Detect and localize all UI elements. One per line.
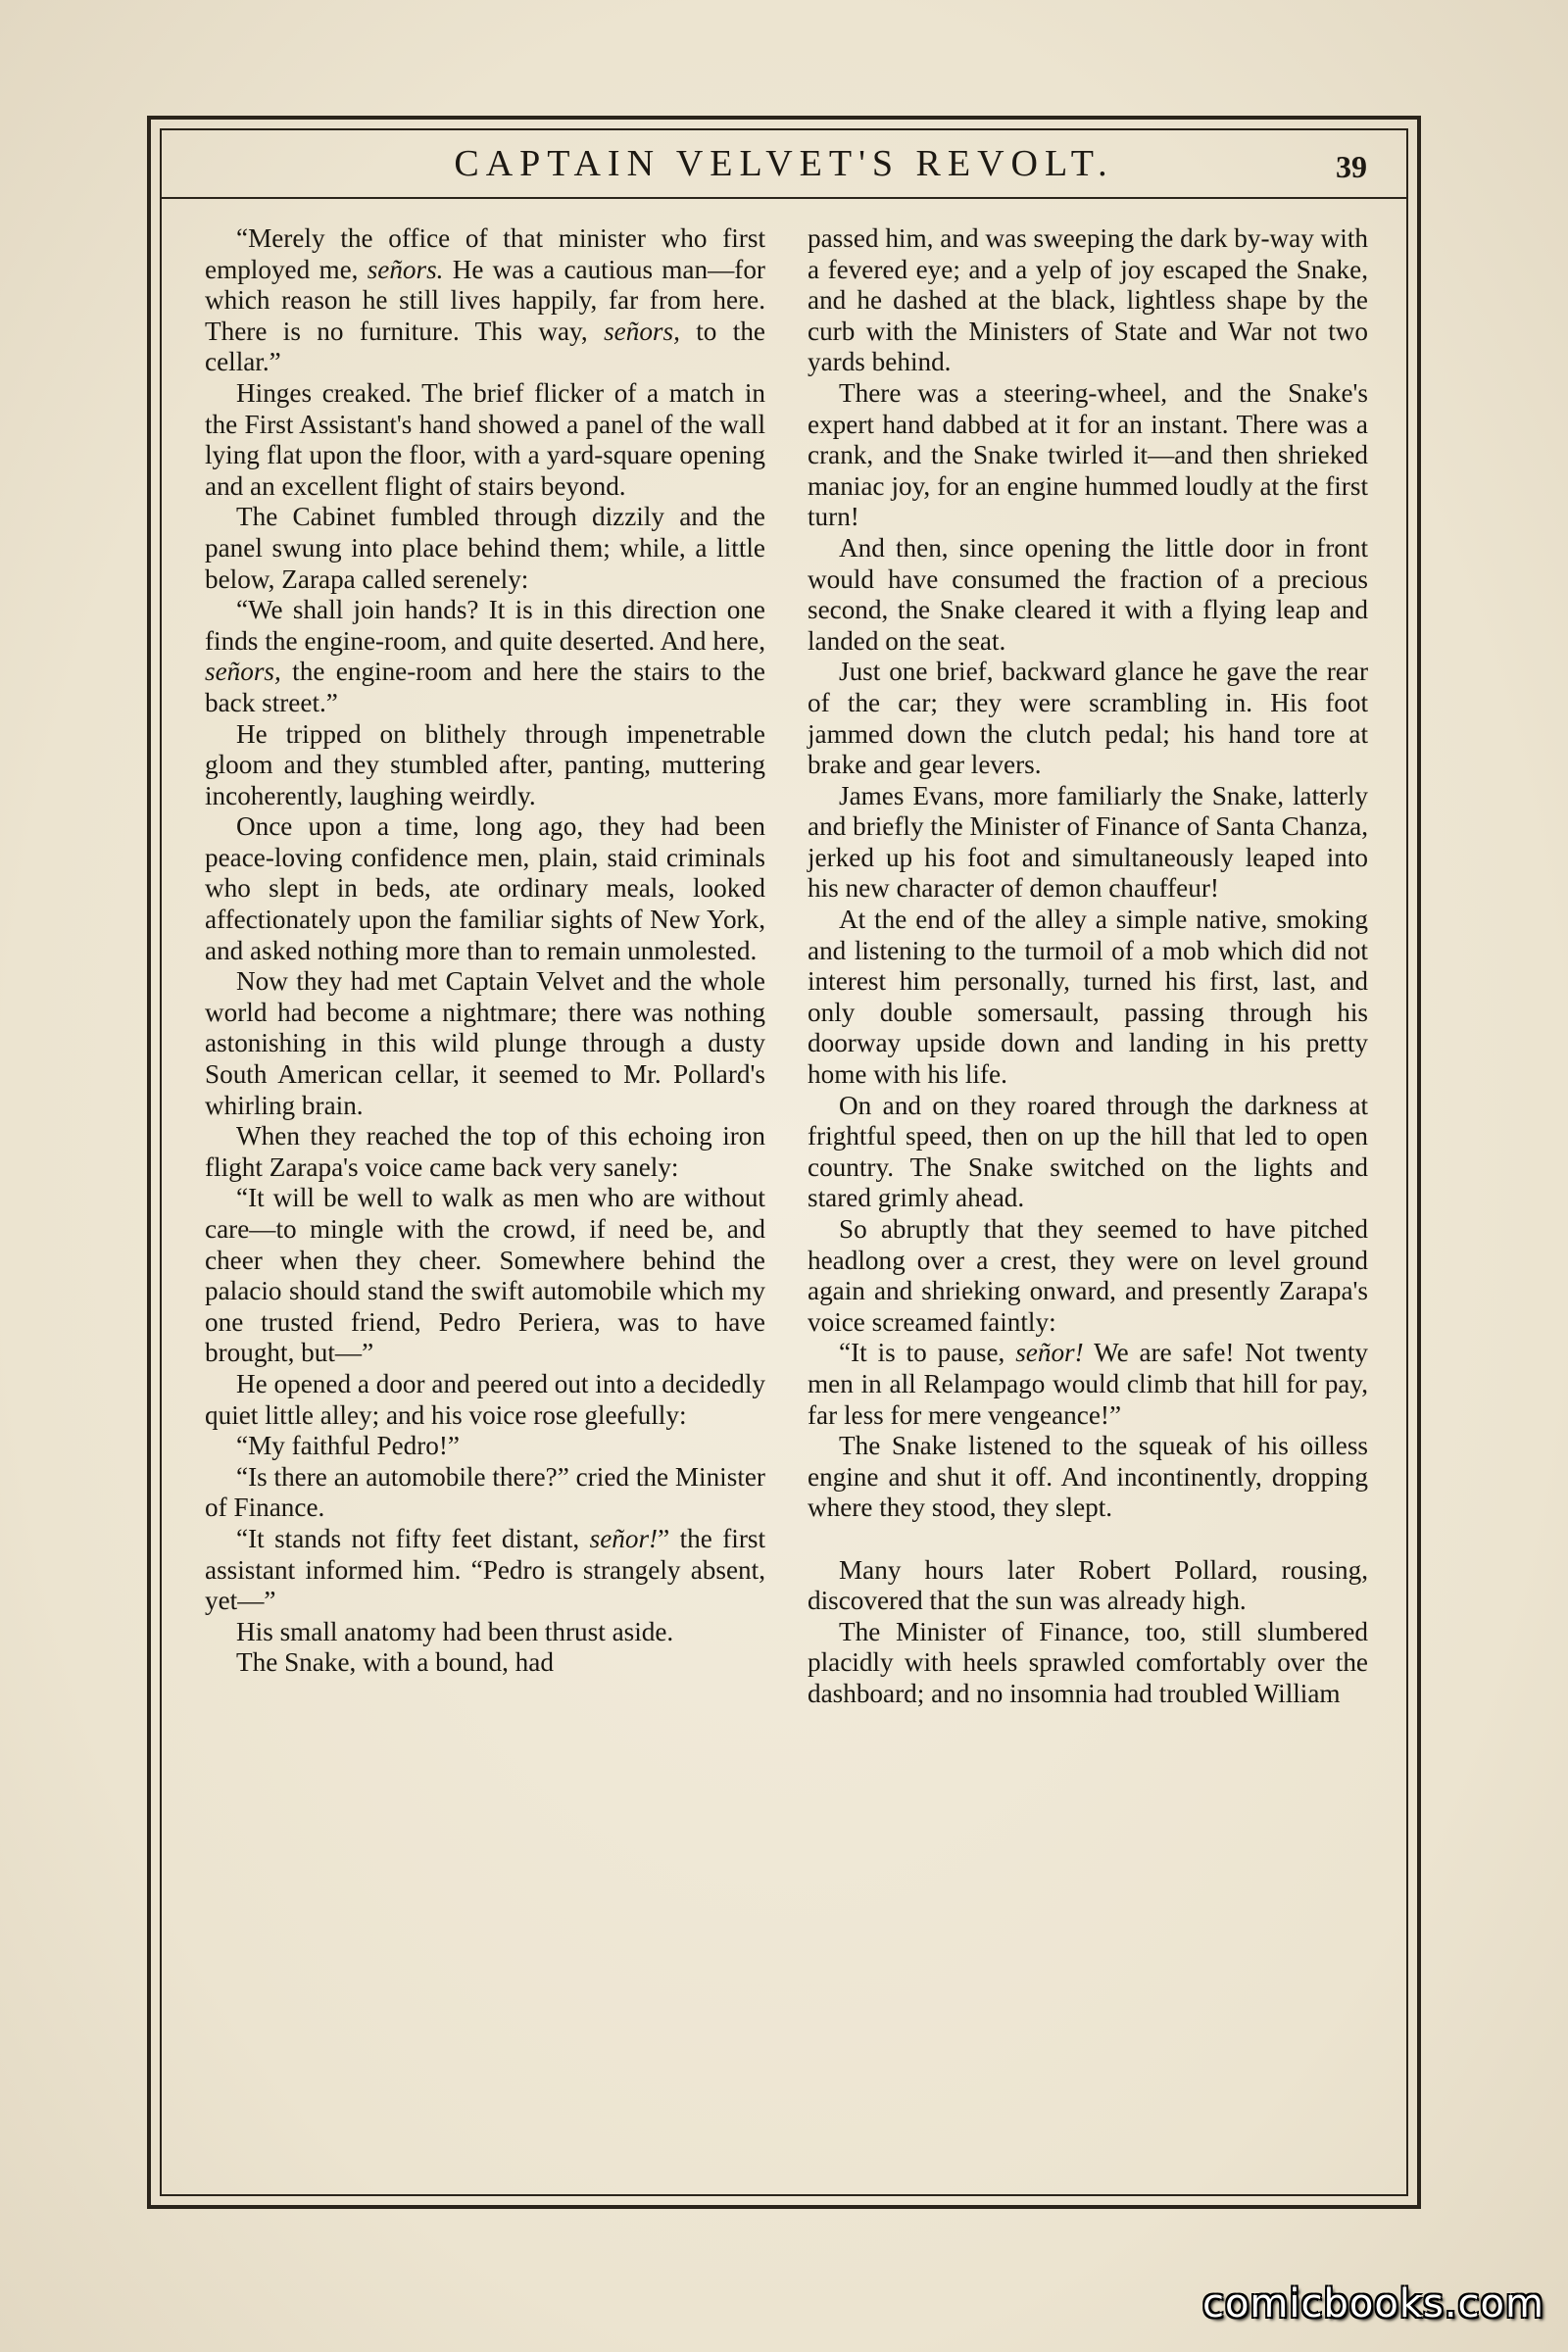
paragraph: passed him, and was sweeping the dark by-way with a fevered eye; and a yelp of joy escaped the Snake, and he dashed at the black, lightless shape by the curb with the Ministers of State and War not two yards behind.	[808, 223, 1368, 377]
paragraph: “Is there an automobile there?” cried the Minister of Finance.	[205, 1461, 765, 1523]
paragraph: “We shall join hands? It is in this direction one finds the engine-room, and quite deserted. And here, señors, the engine-room and here the stairs to the back street.”	[205, 595, 765, 717]
paragraph: Many hours later Robert Pollard, rousing, discovered that the sun was already high.	[808, 1554, 1368, 1616]
paragraph: The Snake, with a bound, had	[236, 1647, 554, 1678]
paragraph: He tripped on blithely through impenetrable gloom and they stumbled after, panting, muttering incoherently, laughing weirdly.	[205, 718, 765, 810]
paragraph: When they reached the top of this echoing iron flight Zarapa's voice came back very sanely:	[205, 1121, 765, 1182]
watermark-logo: comicbooks.com	[1201, 2281, 1544, 2327]
paragraph: The Minister of Finance, too, still slumbered placidly with heels sprawled comfortably over the dashboard; and no insomnia had troubled William	[808, 1616, 1368, 1708]
paragraph: So abruptly that they seemed to have pitched headlong over a crest, they were on level ground again and shrieking onward, and presently Zarapa's voice screamed faintly:	[808, 1214, 1368, 1337]
paragraph: “It is to pause, señor! We are safe! Not twenty men in all Relampago would climb that hill for pay, far less for mere vengeance!”	[808, 1338, 1368, 1430]
paragraph: “It will be well to walk as men who are without care—to mingle with the crowd, if need be, and cheer when they cheer. Somewhere behind the palacio should stand the swift automobile which my one trusted friend, Pedro Periera, was to have brought, but—”	[205, 1183, 765, 1368]
text-column-left	[205, 223, 765, 2164]
running-title: CAPTAIN VELVET'S REVOLT.	[454, 143, 1114, 184]
paragraph: And then, since opening the little door in front would have consumed the fraction of a precious second, the Snake cleared it with a flying leap and landed on the seat.	[808, 532, 1368, 656]
paragraph: The Snake listened to the squeak of his oilless engine and shut it off. And incontinently, dropping where they stood, they slept.	[808, 1431, 1368, 1523]
paragraph: Just one brief, backward glance he gave the rear of the car; they were scrambling in. His foot jammed down the clutch pedal; his hand tore at brake and gear levers.	[808, 657, 1368, 780]
text-column-right	[808, 223, 1368, 2164]
paragraph: “It stands not fifty feet distant, señor!” the first assistant informed him. “Pedro is strangely absent, yet—”	[205, 1523, 766, 1616]
page-number: 39	[1336, 149, 1367, 184]
paragraph: “Merely the office of that minister who first employed me, señors. He was a cautious man—for which reason he still lives happily, far from here. There is no furniture. This way, señors, to the cellar.”	[205, 223, 765, 377]
header-rule	[160, 197, 1408, 199]
paragraph: Hinges creaked. The brief flicker of a match in the First Assistant's hand showed a panel of the wall lying flat upon the floor, with a yard-square opening and an excellent flight of stairs beyond.	[205, 377, 765, 501]
paragraph: Once upon a time, long ago, they had been peace-loving confidence men, plain, staid criminals who slept in beds, ate ordinary meals, looked affectionately upon the familiar sights of New York, and asked nothing more than to remain unmolested.	[205, 811, 765, 965]
paragraph: He opened a door and peered out into a decidedly quiet little alley; and his voice rose gleefully:	[205, 1368, 765, 1430]
paragraph: His small anatomy had been thrust aside.	[236, 1616, 674, 1646]
paragraph: Now they had met Captain Velvet and the whole world had become a nightmare; there was nothing astonishing in this wild plunge through a dusty South American cellar, it seemed to Mr. Pollard's whirling brain.	[205, 966, 765, 1120]
paragraph: “My faithful Pedro!”	[236, 1431, 461, 1461]
paragraph: James Evans, more familiarly the Snake, latterly and briefly the Minister of Finance of Santa Chanza, jerked up his foot and simultaneously leaped into his new character of demon chauffeur!	[808, 780, 1368, 904]
paragraph: At the end of the alley a simple native, smoking and listening to the turmoil of a mob which did not interest him personally, turned his first, last, and only double somersault, passing through his doorway upside down and landing in his pretty home with his life.	[808, 905, 1368, 1090]
paragraph: On and on they roared through the darkness at frightful speed, then on up the hill that led to open country. The Snake switched on the lights and stared grimly ahead.	[808, 1090, 1368, 1213]
paragraph: There was a steering-wheel, and the Snake's expert hand dabbed at it for an instant. There was a crank, and the Snake twirled it—and then shrieked maniac joy, for an engine hummed loudly at the first turn!	[808, 377, 1368, 532]
paragraph: The Cabinet fumbled through dizzily and the panel swung into place behind them; while, a little below, Zarapa called serenely:	[205, 502, 765, 594]
